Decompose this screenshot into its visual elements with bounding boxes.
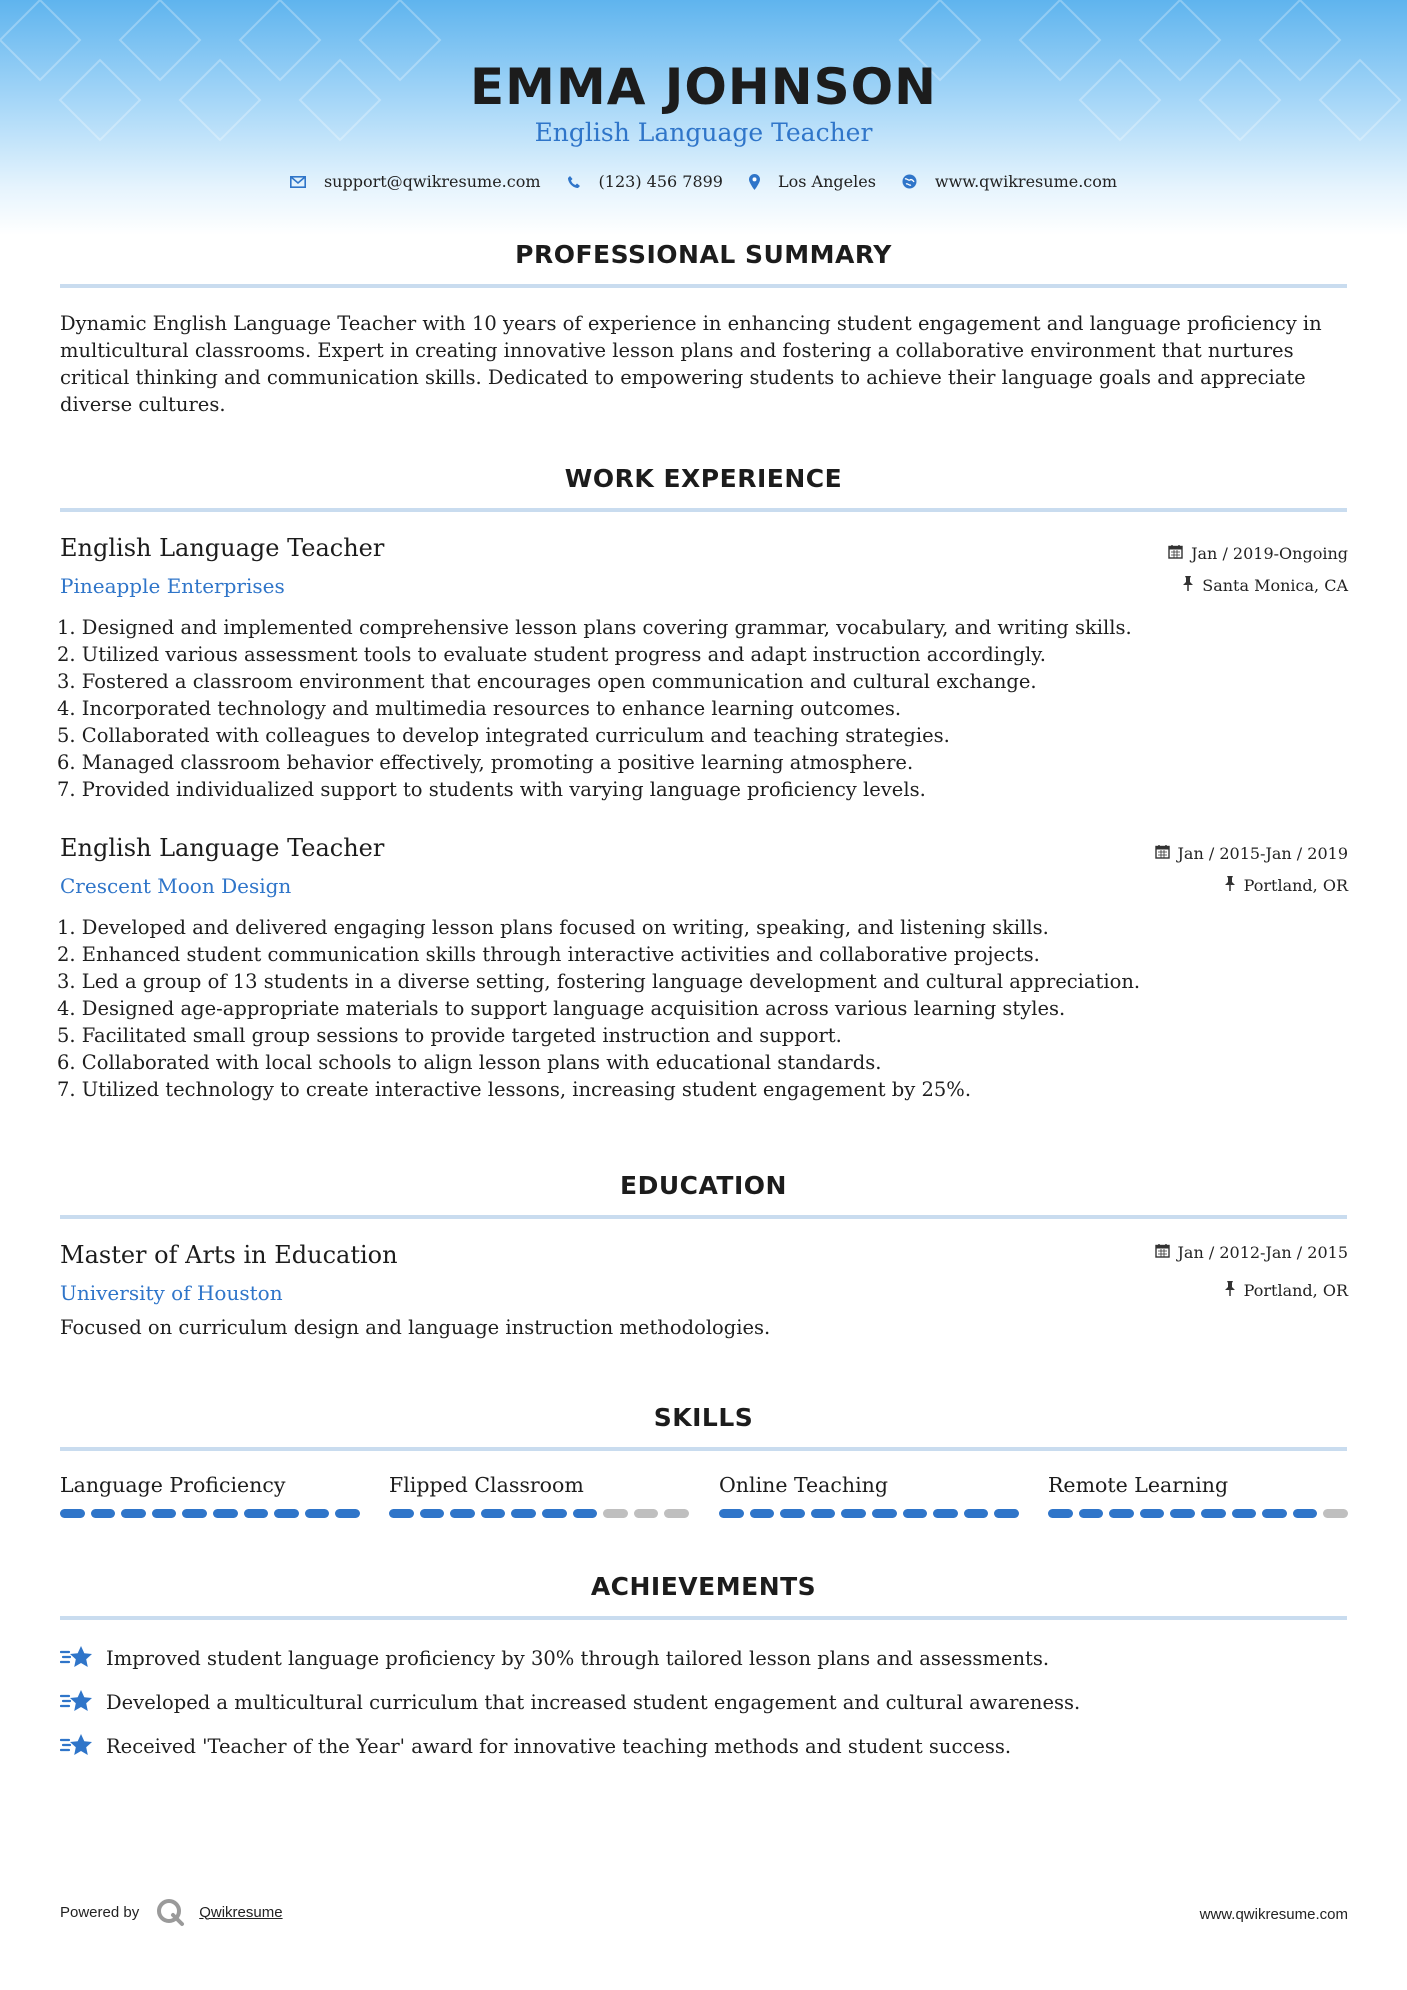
skill-level-segment bbox=[1232, 1509, 1257, 1518]
skill-level-bar bbox=[60, 1509, 360, 1518]
job-dates-text: Jan / 2019-Ongoing bbox=[1191, 544, 1348, 563]
email-text: support@qwikresume.com bbox=[323, 172, 541, 191]
skill-level-segment bbox=[244, 1509, 269, 1518]
school-name: University of Houston bbox=[60, 1281, 283, 1305]
list-item: 1. Developed and delivered engaging lesson plans focused on writing, speaking, and listening skills. bbox=[57, 916, 1049, 939]
list-item: 5. Facilitated small group sessions to provide targeted instruction and support. bbox=[57, 1024, 842, 1047]
skill-name: Remote Learning bbox=[1048, 1473, 1229, 1497]
skill-level-segment bbox=[964, 1509, 989, 1518]
skill-level-segment bbox=[542, 1509, 567, 1518]
degree-name: Master of Arts in Education bbox=[60, 1241, 398, 1269]
skill-level-bar bbox=[1048, 1509, 1348, 1518]
achievement-item bbox=[60, 1688, 1347, 1716]
skill-level-segment bbox=[1293, 1509, 1318, 1518]
job-location bbox=[1224, 876, 1348, 895]
education-location bbox=[1224, 1281, 1348, 1300]
education-location-text: Portland, OR bbox=[1243, 1281, 1348, 1300]
phone-text: (123) 456 7899 bbox=[598, 172, 723, 191]
list-item: 6. Managed classroom behavior effectively, promoting a positive learning atmosphere. bbox=[57, 751, 914, 774]
education-description: Focused on curriculum design and language instruction methodologies. bbox=[60, 1316, 771, 1339]
contact-website[interactable] bbox=[902, 172, 1117, 191]
globe-icon bbox=[902, 174, 917, 189]
section-divider bbox=[60, 508, 1347, 512]
section-divider bbox=[60, 284, 1347, 288]
phone-icon bbox=[567, 175, 581, 189]
skill-level-segment bbox=[60, 1509, 85, 1518]
skill-item bbox=[60, 1473, 360, 1518]
skill-level-segment bbox=[121, 1509, 146, 1518]
list-item: 3. Fostered a classroom environment that encourages open communication and cultural exchange. bbox=[57, 670, 1037, 693]
list-item: 7. Provided individualized support to students with varying language proficiency levels. bbox=[57, 778, 926, 801]
job-dates bbox=[1168, 544, 1348, 563]
qwikresume-logo-icon bbox=[155, 1897, 185, 1927]
candidate-name: EMMA JOHNSON bbox=[470, 58, 937, 116]
skill-level-segment bbox=[1170, 1509, 1195, 1518]
list-item: 3. Led a group of 13 students in a diverse setting, fostering language development and cultural appreciation. bbox=[57, 970, 1141, 993]
skill-level-segment bbox=[481, 1509, 506, 1518]
section-title-summary: PROFESSIONAL SUMMARY bbox=[515, 240, 892, 269]
achievement-text: Developed a multicultural curriculum that increased student engagement and cultural awareness. bbox=[106, 1690, 1081, 1714]
skill-level-segment bbox=[335, 1509, 360, 1518]
skill-level-segment bbox=[91, 1509, 116, 1518]
footer-powered-by bbox=[60, 1897, 283, 1927]
skill-name: Language Proficiency bbox=[60, 1473, 286, 1497]
achievement-text: Received 'Teacher of the Year' award for innovative teaching methods and student success. bbox=[106, 1734, 1012, 1758]
skill-level-segment bbox=[603, 1509, 628, 1518]
education-dates-text: Jan / 2012-Jan / 2015 bbox=[1177, 1243, 1348, 1262]
skill-item bbox=[719, 1473, 1019, 1518]
skill-item bbox=[389, 1473, 689, 1518]
skill-level-segment bbox=[780, 1509, 805, 1518]
job-bullets bbox=[57, 614, 1347, 803]
contact-email[interactable] bbox=[290, 172, 541, 191]
pin-icon bbox=[1224, 876, 1236, 895]
achievement-text: Improved student language proficiency by 30% through tailored lesson plans and assessments. bbox=[106, 1646, 1050, 1670]
list-item: 2. Enhanced student communication skills through interactive activities and collaborative projects. bbox=[57, 943, 1040, 966]
skill-level-segment bbox=[811, 1509, 836, 1518]
skill-level-segment bbox=[1079, 1509, 1104, 1518]
skill-item bbox=[1048, 1473, 1348, 1518]
skill-level-segment bbox=[664, 1509, 689, 1518]
education-dates bbox=[1155, 1243, 1348, 1262]
skill-name: Flipped Classroom bbox=[389, 1473, 584, 1497]
envelope-icon bbox=[290, 176, 306, 188]
job-role: English Language Teacher bbox=[60, 834, 385, 862]
skill-level-segment bbox=[1262, 1509, 1287, 1518]
skill-level-segment bbox=[1109, 1509, 1134, 1518]
list-item: 5. Collaborated with colleagues to develop integrated curriculum and teaching strategies. bbox=[57, 724, 950, 747]
location-text: Los Angeles bbox=[777, 172, 876, 191]
pin-icon bbox=[1182, 576, 1194, 595]
job-role: English Language Teacher bbox=[60, 534, 385, 562]
skill-level-segment bbox=[1323, 1509, 1348, 1518]
skill-level-segment bbox=[1048, 1509, 1073, 1518]
list-item: 1. Designed and implemented comprehensive lesson plans covering grammar, vocabulary, and writing skills. bbox=[57, 616, 1132, 639]
skill-name: Online Teaching bbox=[719, 1473, 888, 1497]
skill-level-segment bbox=[903, 1509, 928, 1518]
skill-level-segment bbox=[634, 1509, 659, 1518]
skill-level-segment bbox=[1140, 1509, 1165, 1518]
section-title-achievements: ACHIEVEMENTS bbox=[590, 1572, 817, 1601]
skill-level-segment bbox=[420, 1509, 445, 1518]
section-title-experience: WORK EXPERIENCE bbox=[564, 464, 843, 493]
list-item: 2. Utilized various assessment tools to evaluate student progress and adapt instruction accordingly. bbox=[57, 643, 1046, 666]
contact-location bbox=[749, 172, 876, 191]
skill-level-segment bbox=[750, 1509, 775, 1518]
job-dates bbox=[1155, 844, 1348, 863]
skill-level-segment bbox=[933, 1509, 958, 1518]
job-bullets bbox=[57, 914, 1347, 1103]
map-marker-icon bbox=[749, 174, 760, 190]
achievement-item bbox=[60, 1732, 1347, 1760]
job-location-text: Santa Monica, CA bbox=[1202, 576, 1348, 595]
star-icon bbox=[60, 1688, 94, 1716]
skill-level-segment bbox=[389, 1509, 414, 1518]
calendar-icon bbox=[1155, 844, 1170, 863]
skill-level-segment bbox=[719, 1509, 744, 1518]
contact-phone[interactable] bbox=[567, 172, 723, 191]
section-divider bbox=[60, 1215, 1347, 1219]
star-icon bbox=[60, 1732, 94, 1760]
summary-text: Dynamic English Language Teacher with 10 years of experience in enhancing student engagement and language proficiency in multicultural classrooms. Expert in creating innovative lesson plans and fostering a collaborative environment that nurtures critical thinking and communication skills. Dedicated to empowering students to achieve their language goals and appreciate diverse cultures. bbox=[60, 312, 1322, 416]
list-item: 6. Collaborated with local schools to align lesson plans with educational standards. bbox=[57, 1051, 882, 1074]
achievement-item bbox=[60, 1644, 1347, 1672]
job-dates-text: Jan / 2015-Jan / 2019 bbox=[1177, 844, 1348, 863]
website-text: www.qwikresume.com bbox=[934, 172, 1118, 191]
calendar-icon bbox=[1155, 1243, 1170, 1262]
skill-level-segment bbox=[152, 1509, 177, 1518]
job-location-text: Portland, OR bbox=[1243, 876, 1348, 895]
skill-level-segment bbox=[274, 1509, 299, 1518]
company-name: Crescent Moon Design bbox=[60, 874, 292, 898]
skill-level-segment bbox=[182, 1509, 207, 1518]
skill-level-segment bbox=[213, 1509, 238, 1518]
skill-level-segment bbox=[872, 1509, 897, 1518]
skill-level-segment bbox=[511, 1509, 536, 1518]
skill-level-bar bbox=[719, 1509, 1019, 1518]
pin-icon bbox=[1224, 1281, 1236, 1300]
calendar-icon bbox=[1168, 544, 1183, 563]
section-title-education: EDUCATION bbox=[620, 1171, 787, 1200]
list-item: 4. Incorporated technology and multimedia resources to enhance learning outcomes. bbox=[57, 697, 902, 720]
skill-level-segment bbox=[305, 1509, 330, 1518]
section-divider bbox=[60, 1616, 1347, 1620]
star-icon bbox=[60, 1644, 94, 1672]
powered-by-label: Powered by bbox=[60, 1903, 140, 1921]
list-item: 7. Utilized technology to create interactive lessons, increasing student engagement by 25%. bbox=[57, 1078, 972, 1101]
candidate-title: English Language Teacher bbox=[534, 118, 873, 147]
job-location bbox=[1182, 576, 1348, 595]
skill-level-segment bbox=[450, 1509, 475, 1518]
skill-level-segment bbox=[573, 1509, 598, 1518]
skill-level-segment bbox=[1201, 1509, 1226, 1518]
list-item: 4. Designed age-appropriate materials to support language acquisition across various learning styles. bbox=[57, 997, 1066, 1020]
company-name: Pineapple Enterprises bbox=[60, 574, 285, 598]
contact-row bbox=[0, 172, 1407, 191]
skill-level-bar bbox=[389, 1509, 689, 1518]
qwikresume-link[interactable]: Qwikresume bbox=[199, 1903, 283, 1921]
footer-website[interactable]: www.qwikresume.com bbox=[1199, 1906, 1348, 1923]
skill-level-segment bbox=[994, 1509, 1019, 1518]
section-divider bbox=[60, 1447, 1347, 1451]
section-title-skills: SKILLS bbox=[653, 1403, 754, 1432]
skill-level-segment bbox=[841, 1509, 866, 1518]
